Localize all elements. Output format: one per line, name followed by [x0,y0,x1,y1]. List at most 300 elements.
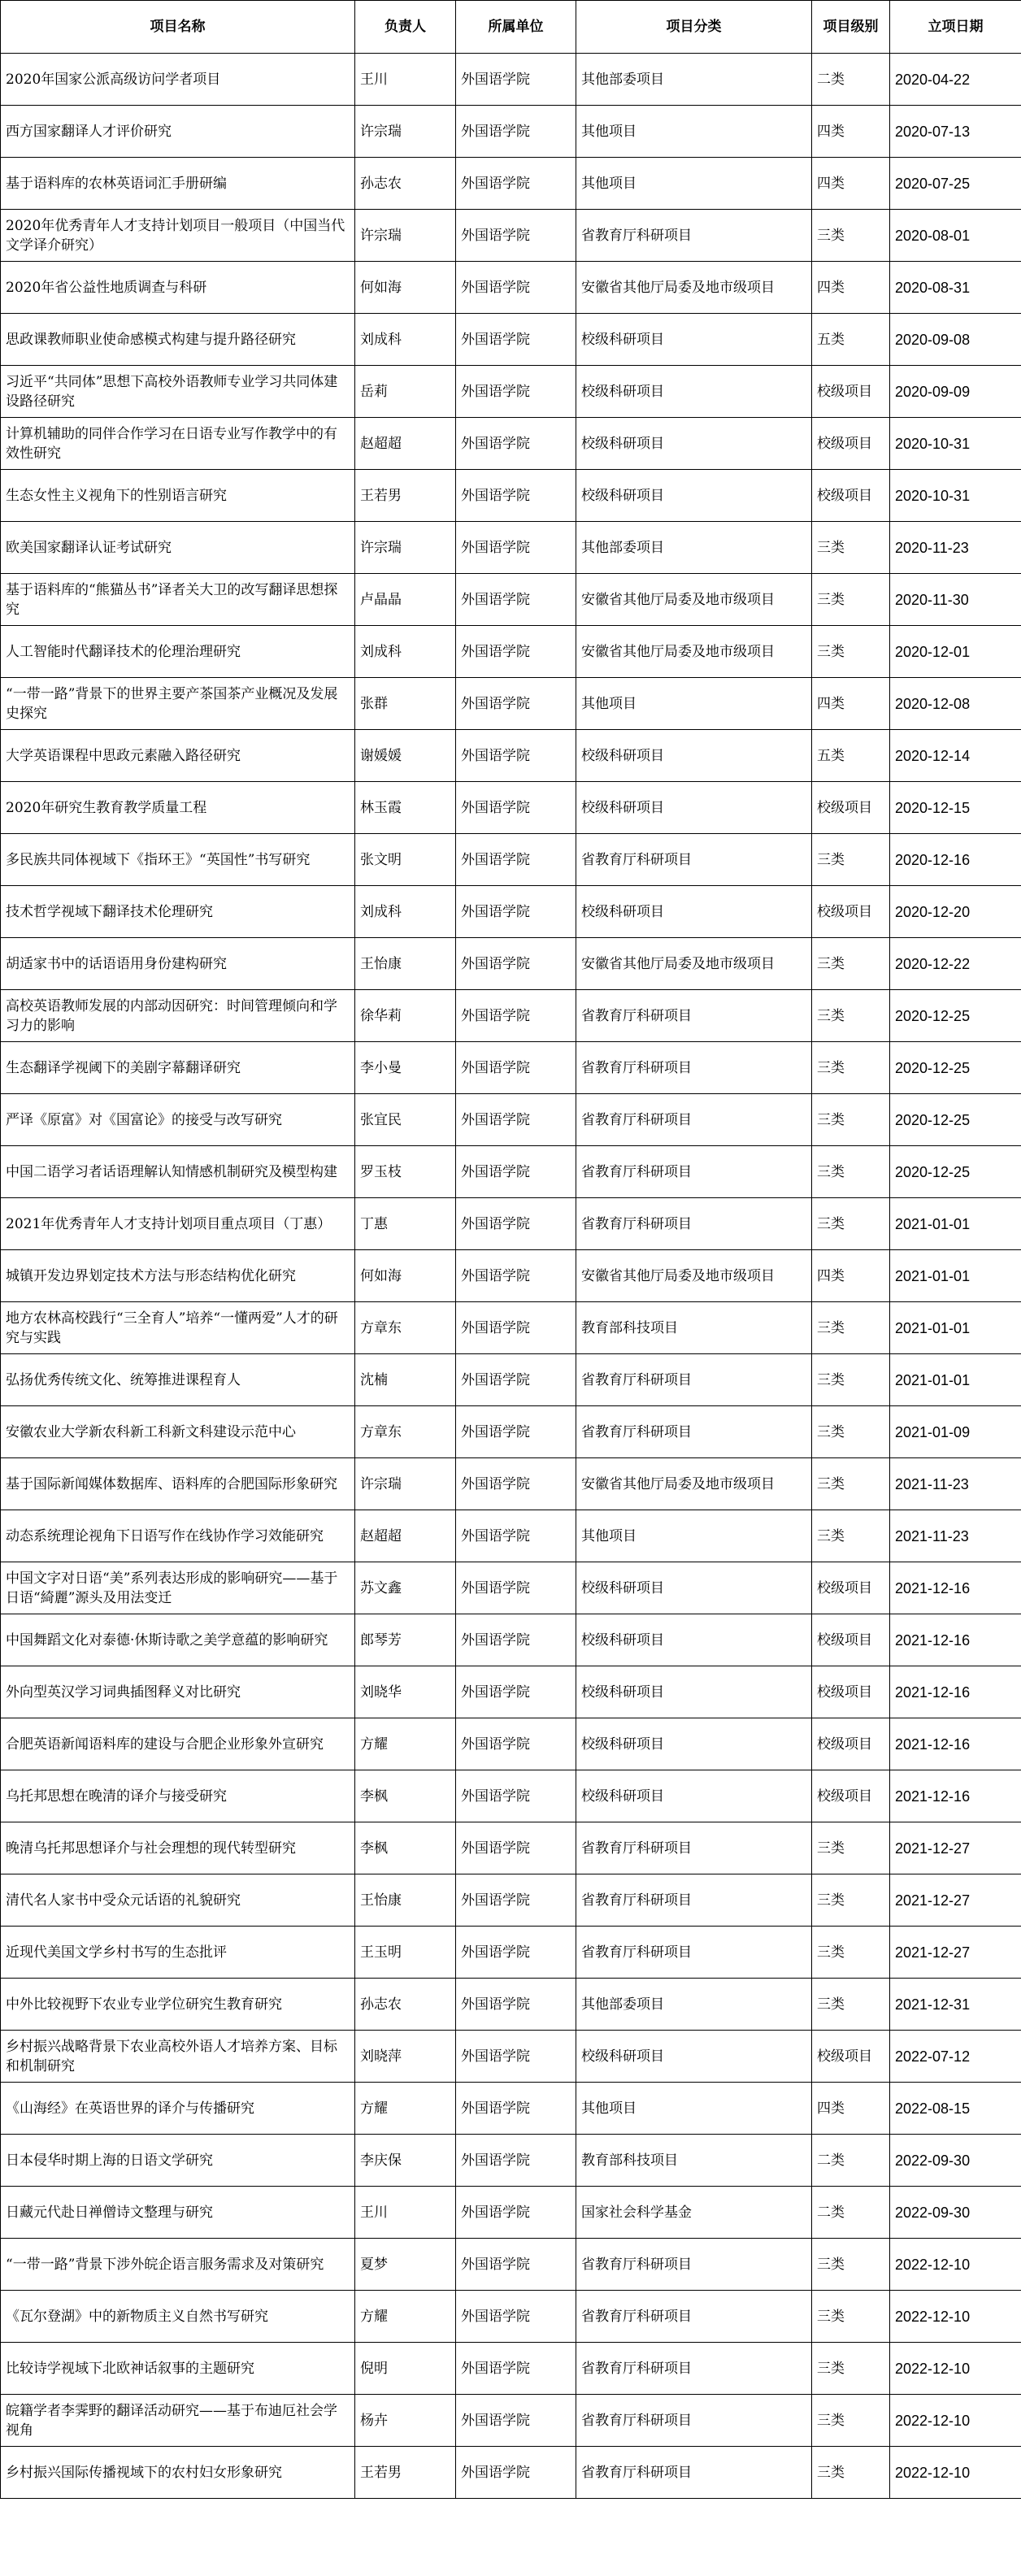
cell-unit: 外国语学院 [456,990,576,1042]
cell-person: 岳莉 [355,366,456,418]
cell-category: 省教育厅科研项目 [576,1822,812,1874]
cell-level: 三类 [812,574,890,626]
cell-unit: 外国语学院 [456,782,576,834]
cell-person: 徐华莉 [355,990,456,1042]
cell-category: 省教育厅科研项目 [576,1406,812,1458]
cell-level: 四类 [812,2083,890,2135]
cell-person: 许宗瑞 [355,522,456,574]
cell-project-name: 习近平“共同体”思想下高校外语教师专业学习共同体建设路径研究 [1,366,355,418]
table-row [1,2239,1021,2291]
table-row [1,574,1021,626]
cell-project-name: 比较诗学视域下北欧神话叙事的主题研究 [1,2343,355,2395]
cell-person: 张文明 [355,834,456,886]
cell-category: 省教育厅科研项目 [576,2343,812,2395]
cell-level: 三类 [812,2343,890,2395]
cell-date: 2021-11-23 [890,1510,1021,1562]
table-row [1,1718,1021,1770]
cell-date: 2022-07-12 [890,2031,1021,2083]
cell-project-name: 欧美国家翻译认证考试研究 [1,522,355,574]
cell-person: 刘晓华 [355,1666,456,1718]
table-row [1,1458,1021,1510]
cell-date: 2022-09-30 [890,2187,1021,2239]
cell-person: 王玉明 [355,1927,456,1979]
table-row [1,418,1021,470]
cell-project-name: 安徽农业大学新农科新工科新文科建设示范中心 [1,1406,355,1458]
cell-project-name: 2020年优秀青年人才支持计划项目一般项目（中国当代文学译介研究） [1,210,355,262]
cell-unit: 外国语学院 [456,1770,576,1822]
cell-category: 省教育厅科研项目 [576,1874,812,1927]
cell-level: 三类 [812,210,890,262]
cell-level: 三类 [812,834,890,886]
cell-date: 2021-01-01 [890,1198,1021,1250]
cell-person: 王怡康 [355,1874,456,1927]
cell-category: 安徽省其他厅局委及地市级项目 [576,938,812,990]
table-row [1,314,1021,366]
cell-date: 2020-08-01 [890,210,1021,262]
cell-category: 省教育厅科研项目 [576,1042,812,1094]
cell-category: 校级科研项目 [576,470,812,522]
cell-person: 刘成科 [355,314,456,366]
cell-project-name: 外向型英汉学习词典插图释义对比研究 [1,1666,355,1718]
cell-category: 其他项目 [576,678,812,730]
cell-project-name: 皖籍学者李霁野的翻译活动研究——基于布迪厄社会学视角 [1,2395,355,2447]
cell-person: 刘成科 [355,626,456,678]
cell-level: 三类 [812,522,890,574]
header-date: 立项日期 [890,1,1021,54]
table-row [1,366,1021,418]
cell-person: 李庆保 [355,2135,456,2187]
cell-level: 二类 [812,2135,890,2187]
cell-project-name: 计算机辅助的同伴合作学习在日语专业写作教学中的有效性研究 [1,418,355,470]
table-row [1,2135,1021,2187]
cell-person: 赵超超 [355,1510,456,1562]
cell-project-name: “一带一路”背景下的世界主要产茶国茶产业概况及发展史探究 [1,678,355,730]
cell-category: 其他部委项目 [576,1979,812,2031]
cell-person: 郎琴芳 [355,1614,456,1666]
cell-level: 四类 [812,678,890,730]
cell-project-name: 基于语料库的农林英语词汇手册研编 [1,158,355,210]
cell-unit: 外国语学院 [456,1094,576,1146]
cell-date: 2021-01-01 [890,1302,1021,1354]
cell-category: 教育部科技项目 [576,2135,812,2187]
cell-level: 三类 [812,990,890,1042]
cell-date: 2020-07-25 [890,158,1021,210]
cell-unit: 外国语学院 [456,1302,576,1354]
table-row [1,1614,1021,1666]
cell-unit: 外国语学院 [456,1979,576,2031]
cell-project-name: 人工智能时代翻译技术的伦理治理研究 [1,626,355,678]
cell-person: 何如海 [355,1250,456,1302]
cell-level: 三类 [812,1822,890,1874]
table-row [1,2395,1021,2447]
header-person: 负责人 [355,1,456,54]
cell-level: 三类 [812,1874,890,1927]
cell-person: 卢晶晶 [355,574,456,626]
cell-unit: 外国语学院 [456,1874,576,1927]
cell-project-name: 乌托邦思想在晚清的译介与接受研究 [1,1770,355,1822]
cell-date: 2021-12-16 [890,1770,1021,1822]
cell-level: 三类 [812,1094,890,1146]
table-row [1,938,1021,990]
cell-unit: 外国语学院 [456,886,576,938]
cell-date: 2022-08-15 [890,2083,1021,2135]
header-level: 项目级别 [812,1,890,54]
cell-category: 校级科研项目 [576,1718,812,1770]
cell-unit: 外国语学院 [456,574,576,626]
cell-date: 2021-01-01 [890,1250,1021,1302]
cell-date: 2020-12-14 [890,730,1021,782]
cell-project-name: 乡村振兴国际传播视域下的农村妇女形象研究 [1,2447,355,2499]
cell-person: 李枫 [355,1822,456,1874]
cell-level: 三类 [812,2239,890,2291]
cell-person: 何如海 [355,262,456,314]
cell-category: 其他项目 [576,158,812,210]
cell-person: 张群 [355,678,456,730]
cell-date: 2021-12-27 [890,1927,1021,1979]
cell-person: 王川 [355,54,456,106]
cell-project-name: 多民族共同体视域下《指环王》“英国性”书写研究 [1,834,355,886]
cell-date: 2021-12-27 [890,1874,1021,1927]
cell-project-name: 胡适家书中的话语语用身份建构研究 [1,938,355,990]
table-body [1,54,1021,2499]
cell-category: 省教育厅科研项目 [576,2239,812,2291]
table-row [1,1042,1021,1094]
table-row [1,1250,1021,1302]
cell-level: 三类 [812,1979,890,2031]
cell-project-name: 中国舞蹈文化对泰德·休斯诗歌之美学意蕴的影响研究 [1,1614,355,1666]
cell-unit: 外国语学院 [456,678,576,730]
cell-unit: 外国语学院 [456,106,576,158]
cell-date: 2022-12-10 [890,2447,1021,2499]
cell-project-name: 近现代美国文学乡村书写的生态批评 [1,1927,355,1979]
cell-level: 校级项目 [812,1614,890,1666]
cell-unit: 外国语学院 [456,1458,576,1510]
table-row [1,1354,1021,1406]
cell-project-name: 2021年优秀青年人才支持计划项目重点项目（丁惠） [1,1198,355,1250]
cell-category: 校级科研项目 [576,1770,812,1822]
cell-date: 2021-12-31 [890,1979,1021,2031]
cell-unit: 外国语学院 [456,1354,576,1406]
cell-project-name: 动态系统理论视角下日语写作在线协作学习效能研究 [1,1510,355,1562]
cell-person: 杨卉 [355,2395,456,2447]
cell-date: 2020-11-30 [890,574,1021,626]
cell-level: 三类 [812,1510,890,1562]
cell-project-name: 城镇开发边界划定技术方法与形态结构优化研究 [1,1250,355,1302]
cell-unit: 外国语学院 [456,1666,576,1718]
cell-date: 2021-12-16 [890,1614,1021,1666]
table-row [1,1302,1021,1354]
cell-unit: 外国语学院 [456,626,576,678]
cell-unit: 外国语学院 [456,2031,576,2083]
table-row [1,886,1021,938]
cell-unit: 外国语学院 [456,2395,576,2447]
table-row [1,470,1021,522]
cell-category: 省教育厅科研项目 [576,2291,812,2343]
cell-level: 三类 [812,1354,890,1406]
cell-date: 2021-12-27 [890,1822,1021,1874]
cell-person: 沈楠 [355,1354,456,1406]
cell-project-name: 合肥英语新闻语料库的建设与合肥企业形象外宣研究 [1,1718,355,1770]
cell-project-name: 日藏元代赴日禅僧诗文整理与研究 [1,2187,355,2239]
cell-project-name: 严译《原富》对《国富论》的接受与改写研究 [1,1094,355,1146]
table-row [1,2291,1021,2343]
cell-date: 2020-08-31 [890,262,1021,314]
table-row [1,2343,1021,2395]
table-row [1,782,1021,834]
cell-date: 2020-07-13 [890,106,1021,158]
cell-project-name: 2020年研究生教育教学质量工程 [1,782,355,834]
cell-level: 校级项目 [812,886,890,938]
cell-category: 校级科研项目 [576,730,812,782]
cell-category: 校级科研项目 [576,2031,812,2083]
cell-unit: 外国语学院 [456,1614,576,1666]
cell-date: 2020-12-20 [890,886,1021,938]
cell-category: 安徽省其他厅局委及地市级项目 [576,1250,812,1302]
cell-project-name: “一带一路”背景下涉外皖企语言服务需求及对策研究 [1,2239,355,2291]
cell-level: 三类 [812,1146,890,1198]
table-row [1,834,1021,886]
cell-level: 三类 [812,1198,890,1250]
cell-date: 2022-12-10 [890,2239,1021,2291]
cell-category: 省教育厅科研项目 [576,210,812,262]
cell-project-name: 晚清乌托邦思想译介与社会理想的现代转型研究 [1,1822,355,1874]
cell-project-name: 中外比较视野下农业专业学位研究生教育研究 [1,1979,355,2031]
cell-category: 省教育厅科研项目 [576,990,812,1042]
cell-person: 许宗瑞 [355,210,456,262]
cell-unit: 外国语学院 [456,2447,576,2499]
cell-person: 许宗瑞 [355,106,456,158]
cell-level: 校级项目 [812,1718,890,1770]
cell-category: 其他部委项目 [576,54,812,106]
cell-date: 2020-12-08 [890,678,1021,730]
cell-unit: 外国语学院 [456,2239,576,2291]
cell-level: 三类 [812,2291,890,2343]
cell-person: 方耀 [355,2291,456,2343]
cell-date: 2022-09-30 [890,2135,1021,2187]
cell-unit: 外国语学院 [456,1406,576,1458]
cell-date: 2021-11-23 [890,1458,1021,1510]
table-row [1,54,1021,106]
cell-project-name: 中国二语学习者话语理解认知情感机制研究及模型构建 [1,1146,355,1198]
table-row [1,1822,1021,1874]
cell-level: 校级项目 [812,1562,890,1614]
cell-category: 校级科研项目 [576,886,812,938]
cell-category: 省教育厅科研项目 [576,2395,812,2447]
cell-person: 孙志农 [355,1979,456,2031]
cell-unit: 外国语学院 [456,158,576,210]
cell-category: 省教育厅科研项目 [576,1146,812,1198]
cell-category: 安徽省其他厅局委及地市级项目 [576,262,812,314]
cell-level: 四类 [812,106,890,158]
cell-person: 倪明 [355,2343,456,2395]
cell-unit: 外国语学院 [456,314,576,366]
cell-date: 2020-12-01 [890,626,1021,678]
table-row [1,1406,1021,1458]
cell-level: 二类 [812,54,890,106]
cell-unit: 外国语学院 [456,522,576,574]
cell-date: 2021-01-01 [890,1354,1021,1406]
cell-unit: 外国语学院 [456,366,576,418]
cell-person: 林玉霞 [355,782,456,834]
table-row [1,1770,1021,1822]
cell-project-name: 乡村振兴战略背景下农业高校外语人才培养方案、目标和机制研究 [1,2031,355,2083]
cell-date: 2020-11-23 [890,522,1021,574]
cell-level: 三类 [812,1458,890,1510]
cell-category: 校级科研项目 [576,418,812,470]
header-unit: 所属单位 [456,1,576,54]
cell-project-name: 《山海经》在英语世界的译介与传播研究 [1,2083,355,2135]
cell-date: 2020-12-15 [890,782,1021,834]
cell-level: 校级项目 [812,782,890,834]
cell-date: 2022-12-10 [890,2291,1021,2343]
cell-unit: 外国语学院 [456,1718,576,1770]
table-row [1,106,1021,158]
cell-category: 校级科研项目 [576,1666,812,1718]
cell-level: 四类 [812,1250,890,1302]
cell-date: 2020-09-09 [890,366,1021,418]
cell-category: 校级科研项目 [576,782,812,834]
cell-category: 其他部委项目 [576,522,812,574]
cell-category: 省教育厅科研项目 [576,2447,812,2499]
cell-date: 2021-12-16 [890,1562,1021,1614]
cell-level: 校级项目 [812,2031,890,2083]
table-row [1,2187,1021,2239]
cell-date: 2020-10-31 [890,418,1021,470]
cell-level: 二类 [812,2187,890,2239]
header-project-name: 项目名称 [1,1,355,54]
cell-person: 刘晓萍 [355,2031,456,2083]
cell-person: 王怡康 [355,938,456,990]
cell-unit: 外国语学院 [456,1927,576,1979]
cell-unit: 外国语学院 [456,1198,576,1250]
cell-date: 2020-12-16 [890,834,1021,886]
table-row [1,2031,1021,2083]
cell-project-name: 中国文字对日语“美”系列表达形成的影响研究——基于日语“綺麗”源头及用法变迁 [1,1562,355,1614]
header-category: 项目分类 [576,1,812,54]
cell-unit: 外国语学院 [456,1822,576,1874]
table-row [1,1510,1021,1562]
cell-category: 其他项目 [576,1510,812,1562]
cell-date: 2020-10-31 [890,470,1021,522]
cell-project-name: 弘扬优秀传统文化、统筹推进课程育人 [1,1354,355,1406]
cell-unit: 外国语学院 [456,54,576,106]
table-row [1,1979,1021,2031]
cell-person: 方章东 [355,1406,456,1458]
cell-person: 夏梦 [355,2239,456,2291]
cell-date: 2020-09-08 [890,314,1021,366]
cell-date: 2020-12-22 [890,938,1021,990]
cell-level: 三类 [812,2447,890,2499]
cell-category: 教育部科技项目 [576,1302,812,1354]
cell-level: 校级项目 [812,366,890,418]
cell-unit: 外国语学院 [456,470,576,522]
cell-unit: 外国语学院 [456,2291,576,2343]
cell-person: 丁惠 [355,1198,456,1250]
cell-person: 王若男 [355,2447,456,2499]
table-row [1,1562,1021,1614]
cell-level: 校级项目 [812,1770,890,1822]
cell-level: 四类 [812,262,890,314]
cell-category: 安徽省其他厅局委及地市级项目 [576,626,812,678]
cell-unit: 外国语学院 [456,1510,576,1562]
cell-category: 校级科研项目 [576,314,812,366]
cell-category: 省教育厅科研项目 [576,1198,812,1250]
cell-unit: 外国语学院 [456,1562,576,1614]
table-row [1,1094,1021,1146]
cell-category: 其他项目 [576,106,812,158]
cell-person: 许宗瑞 [355,1458,456,1510]
cell-date: 2021-12-16 [890,1666,1021,1718]
cell-date: 2022-12-10 [890,2343,1021,2395]
cell-person: 赵超超 [355,418,456,470]
cell-date: 2020-12-25 [890,1146,1021,1198]
cell-level: 校级项目 [812,418,890,470]
cell-unit: 外国语学院 [456,418,576,470]
cell-person: 方章东 [355,1302,456,1354]
cell-date: 2021-12-16 [890,1718,1021,1770]
table-row [1,1146,1021,1198]
cell-date: 2022-12-10 [890,2395,1021,2447]
cell-category: 校级科研项目 [576,1562,812,1614]
cell-unit: 外国语学院 [456,1146,576,1198]
table-row [1,522,1021,574]
cell-level: 三类 [812,626,890,678]
cell-level: 三类 [812,1406,890,1458]
table-row [1,2447,1021,2499]
cell-project-name: 技术哲学视域下翻译技术伦理研究 [1,886,355,938]
cell-category: 其他项目 [576,2083,812,2135]
cell-project-name: 西方国家翻译人才评价研究 [1,106,355,158]
cell-project-name: 生态女性主义视角下的性别语言研究 [1,470,355,522]
cell-person: 方耀 [355,1718,456,1770]
cell-project-name: 基于语料库的“熊猫丛书”译者关大卫的改写翻译思想探究 [1,574,355,626]
table-row [1,262,1021,314]
cell-date: 2021-01-09 [890,1406,1021,1458]
table-row [1,626,1021,678]
table-row [1,1927,1021,1979]
table-row [1,210,1021,262]
table-row [1,1198,1021,1250]
cell-person: 谢媛媛 [355,730,456,782]
cell-person: 孙志农 [355,158,456,210]
cell-person: 苏文鑫 [355,1562,456,1614]
cell-category: 国家社会科学基金 [576,2187,812,2239]
cell-person: 刘成科 [355,886,456,938]
cell-level: 三类 [812,1302,890,1354]
cell-unit: 外国语学院 [456,1250,576,1302]
cell-person: 李枫 [355,1770,456,1822]
header-row [1,1,1021,54]
cell-category: 安徽省其他厅局委及地市级项目 [576,1458,812,1510]
cell-level: 五类 [812,314,890,366]
cell-project-name: 地方农林高校践行“三全育人”培养“一懂两爱”人才的研究与实践 [1,1302,355,1354]
cell-unit: 外国语学院 [456,938,576,990]
cell-level: 三类 [812,1927,890,1979]
cell-date: 2020-12-25 [890,990,1021,1042]
table-row [1,990,1021,1042]
table-row [1,678,1021,730]
cell-level: 四类 [812,158,890,210]
cell-project-name: 基于国际新闻媒体数据库、语料库的合肥国际形象研究 [1,1458,355,1510]
cell-person: 李小曼 [355,1042,456,1094]
cell-person: 罗玉枝 [355,1146,456,1198]
cell-category: 校级科研项目 [576,1614,812,1666]
cell-date: 2020-12-25 [890,1042,1021,1094]
cell-project-name: 生态翻译学视阈下的美剧字幕翻译研究 [1,1042,355,1094]
cell-category: 校级科研项目 [576,366,812,418]
cell-project-name: 《瓦尔登湖》中的新物质主义自然书写研究 [1,2291,355,2343]
table-row [1,730,1021,782]
